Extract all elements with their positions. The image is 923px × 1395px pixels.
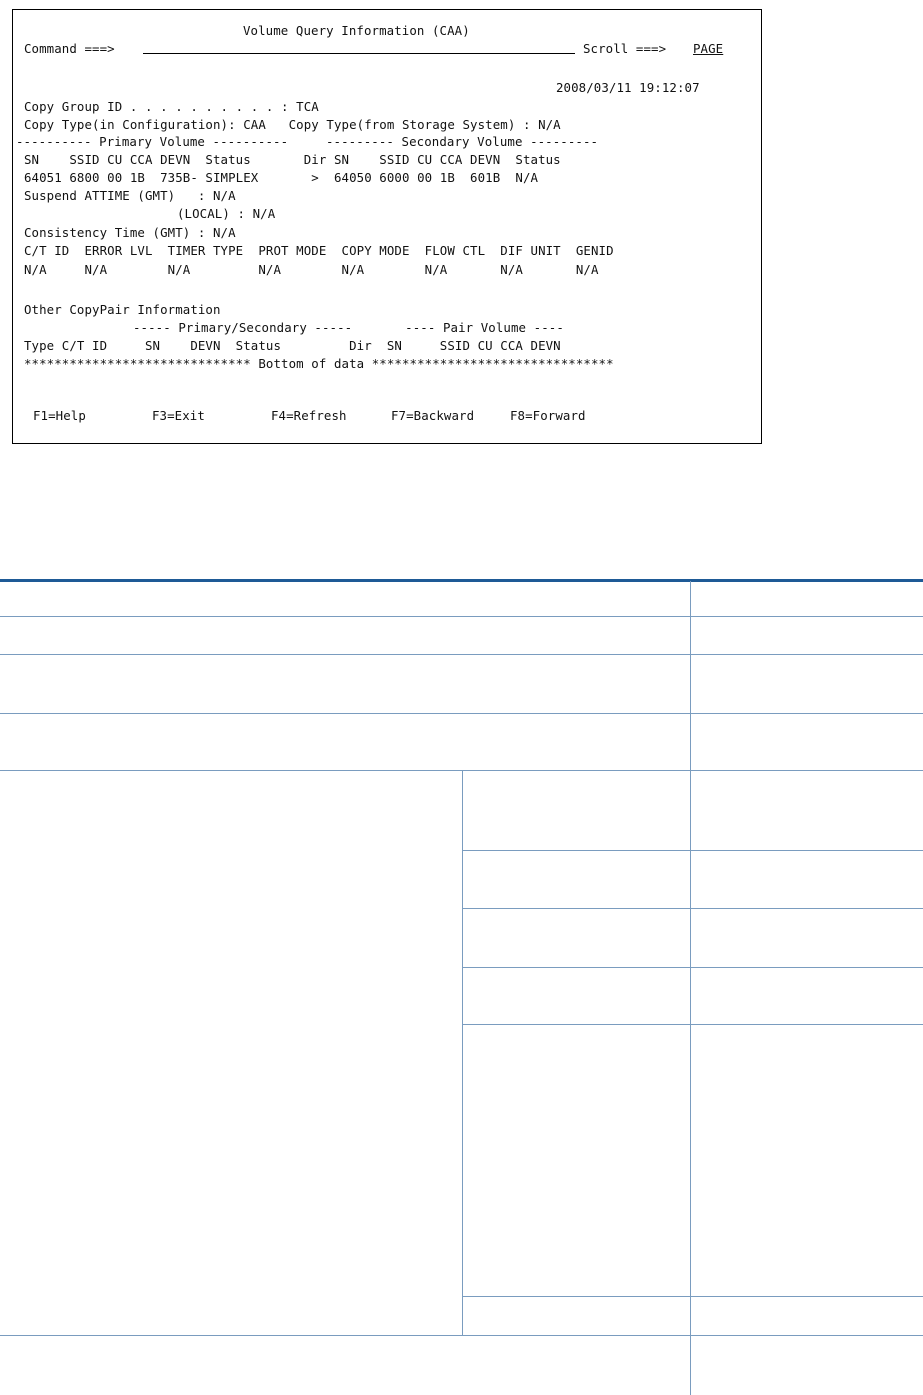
volume-column-headers: SN SSID CU CCA DEVN Status Dir SN SSID CU CCA DEVN Status [24,152,561,167]
other-section-header: ----- Primary/Secondary ----- ---- Pair Volume ---- [133,320,564,335]
volume-query-screen [12,9,762,444]
table-row-divider [0,1335,923,1336]
bottom-of-data: ****************************** Bottom of data ******************************** [24,356,614,371]
f3-exit-key[interactable]: F3=Exit [152,408,205,423]
suspend-attime-gmt: Suspend ATTIME (GMT) : N/A [24,188,236,203]
table-subrow-divider [462,850,923,851]
screen-title: Volume Query Information (CAA) [243,23,470,38]
ct-column-headers: C/T ID ERROR LVL TIMER TYPE PROT MODE COPY MODE FLOW CTL DIF UNIT GENID [24,243,614,258]
timestamp: 2008/03/11 19:12:07 [556,80,700,95]
table-subrow-divider [462,1296,923,1297]
table-column-divider [462,770,463,1335]
command-label: Command ===> [24,41,115,56]
copy-group-id: Copy Group ID . . . . . . . . . . : TCA [24,99,319,114]
table-subrow-divider [462,967,923,968]
scroll-field[interactable]: PAGE [693,41,724,56]
other-column-headers: Type C/T ID SN DEVN Status Dir SN SSID CU CCA DEVN [24,338,561,353]
table-top-rule [0,579,923,582]
table-row-divider [0,654,923,655]
f8-forward-key[interactable]: F8=Forward [510,408,586,423]
consistency-time: Consistency Time (GMT) : N/A [24,225,236,240]
other-copypair-title: Other CopyPair Information [24,302,221,317]
command-input[interactable] [143,53,575,54]
volume-section-header: ---------- Primary Volume ---------- --------- Secondary Volume --------- [16,134,599,149]
scroll-label: Scroll ===> [583,41,667,56]
copy-type: Copy Type(in Configuration): CAA Copy Type(from Storage System) : N/A [24,117,561,132]
volume-row: 64051 6800 00 1B 735B- SIMPLEX > 64050 6000 00 1B 601B N/A [24,170,539,185]
f7-backward-key[interactable]: F7=Backward [391,408,475,423]
table-column-divider [690,581,691,1395]
table-subrow-divider [462,908,923,909]
table-subrow-divider [462,1024,923,1025]
table-row-divider [0,713,923,714]
table-row-divider [0,616,923,617]
suspend-attime-local: (LOCAL) : N/A [177,206,276,221]
f1-help-key[interactable]: F1=Help [33,408,86,423]
ct-values-row: N/A N/A N/A N/A N/A N/A N/A N/A [24,262,599,277]
f4-refresh-key[interactable]: F4=Refresh [271,408,347,423]
